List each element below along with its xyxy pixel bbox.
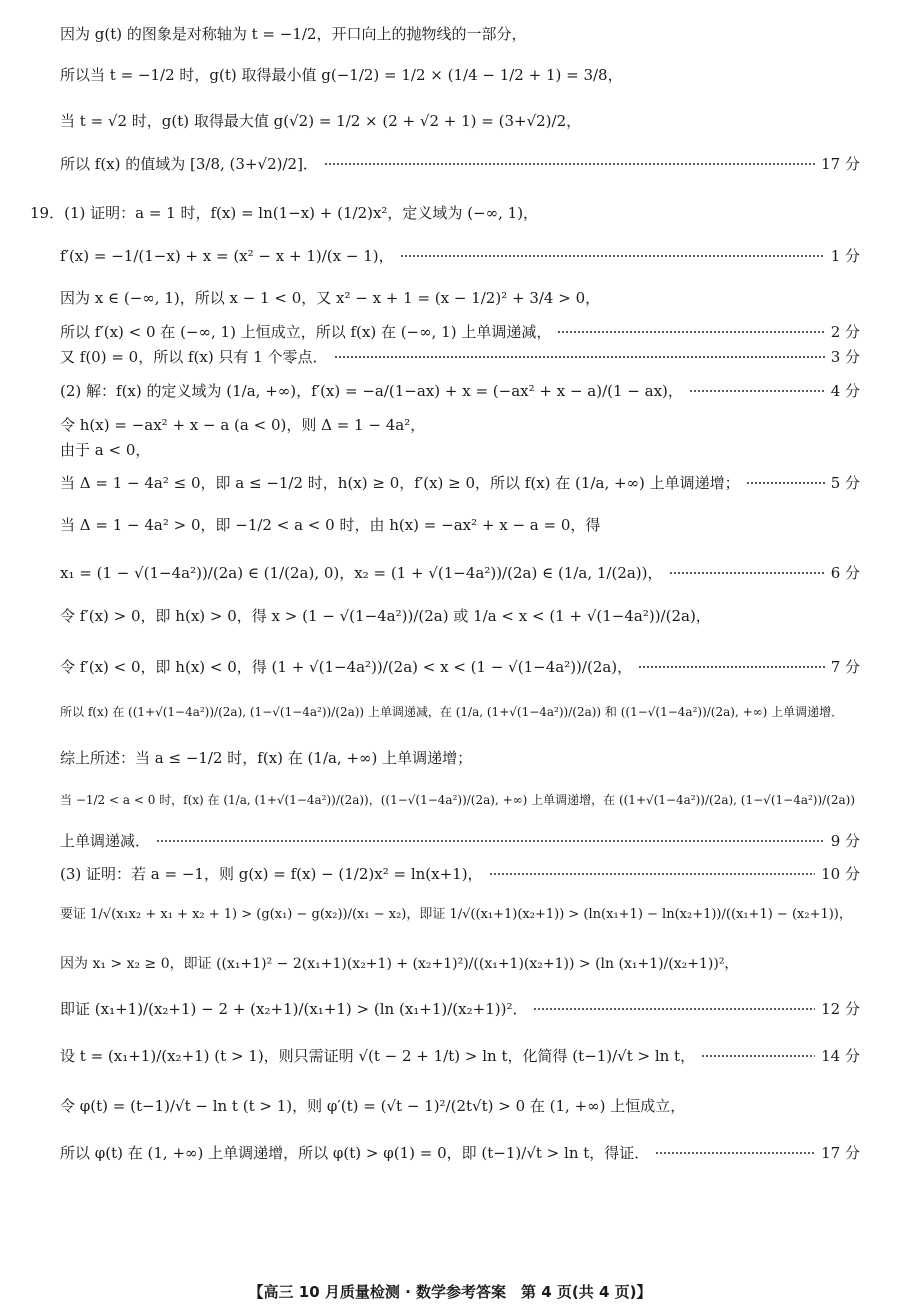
line-text: 又 f(0) = 0，所以 f(x) 只有 1 个零点． <box>60 348 328 366</box>
solution-line <box>60 414 860 435</box>
score-mark: 6 分 <box>830 564 860 582</box>
line-text: 19．(1) 证明：a = 1 时，f(x) = ln(1−x) + (1/2)x²，定义域为 (−∞, 1)， <box>30 204 539 222</box>
dotted-leader <box>638 666 825 668</box>
line-text: 令 φ(t) = (t−1)/√t − ln t (t > 1)，则 φ′(t) = (√t − 1)²/(2t√t) > 0 在 (1, +∞) 上恒成立， <box>60 1097 686 1115</box>
solution-line <box>30 202 860 223</box>
line-text: 当 Δ = 1 − 4a² ≤ 0，即 a ≤ −1/2 时，h(x) ≥ 0，f′(x) ≥ 0，所以 f(x) 在 (1/a, +∞) 上单调递增； <box>60 474 740 492</box>
line-text: 因为 g(t) 的图象是对称轴为 t = −1/2，开口向上的抛物线的一部分， <box>60 25 527 43</box>
line-text: 当 Δ = 1 − 4a² > 0，即 −1/2 < a < 0 时，由 h(x) = −ax² + x − a = 0，得 <box>60 516 601 534</box>
dotted-leader <box>701 1055 815 1057</box>
score-mark: 9 分 <box>830 832 860 850</box>
line-text: (2) 解：f(x) 的定义域为 (1/a, +∞)，f′(x) = −a/(1−ax) + x = (−ax² + x − a)/(1 − ax)， <box>60 382 683 400</box>
solution-line <box>60 1045 860 1066</box>
solution-line <box>60 605 860 626</box>
solution-line <box>60 346 860 367</box>
score-mark: 1 分 <box>830 247 860 265</box>
score-mark: 10 分 <box>821 865 860 883</box>
score-mark: 3 分 <box>830 348 860 366</box>
dotted-leader <box>669 572 825 574</box>
dotted-leader <box>400 255 825 257</box>
solution-line <box>60 287 860 308</box>
solution-line <box>60 747 860 768</box>
solution-line <box>60 1142 860 1163</box>
score-mark: 2 分 <box>830 323 860 341</box>
score-mark: 14 分 <box>821 1047 860 1065</box>
solution-line <box>60 64 860 85</box>
line-text: 所以 φ(t) 在 (1, +∞) 上单调递增，所以 φ(t) > φ(1) = 0，即 (t−1)/√t > ln t，得证． <box>60 1144 650 1162</box>
solution-line <box>60 830 860 851</box>
line-text: 所以当 t = −1/2 时，g(t) 取得最小值 g(−1/2) = 1/2 × (1/4 − 1/2 + 1) = 3/8， <box>60 66 623 84</box>
line-text: 要证 1/√(x₁x₂ + x₁ + x₂ + 1) > (g(x₁) − g(x₂))/(x₁ − x₂)，即证 1/√((x₁+1)(x₂+1)) > (ln(x₁+1) − ln(x₂+1))/((x₁+1) − (x₂+1))， <box>60 907 852 922</box>
line-text: 令 h(x) = −ax² + x − a (a < 0)，则 Δ = 1 − 4a²， <box>60 416 426 434</box>
dotted-leader <box>334 356 825 358</box>
solution-line <box>60 562 860 583</box>
line-text: 因为 x₁ > x₂ ≥ 0，即证 ((x₁+1)² − 2(x₁+1)(x₂+1) + (x₂+1)²)/((x₁+1)(x₂+1)) > (ln (x₁+1)/(x₂+1))²， <box>60 956 739 972</box>
solution-line <box>60 153 860 174</box>
solution-line <box>60 380 860 401</box>
dotted-leader <box>655 1152 815 1154</box>
solution-line <box>60 1095 860 1116</box>
dotted-leader <box>689 390 825 392</box>
line-text: 即证 (x₁+1)/(x₂+1) − 2 + (x₂+1)/(x₁+1) > (ln (x₁+1)/(x₂+1))²． <box>60 1000 528 1018</box>
line-text: 因为 x ∈ (−∞, 1)，所以 x − 1 < 0，又 x² − x + 1 = (x − 1/2)² + 3/4 > 0， <box>60 289 601 307</box>
solution-line <box>60 23 860 44</box>
dotted-leader <box>746 482 825 484</box>
solution-line <box>60 703 860 720</box>
dotted-leader <box>156 840 825 842</box>
line-text: f′(x) = −1/(1−x) + x = (x² − x + 1)/(x − 1)， <box>60 247 394 265</box>
line-text: 所以 f(x) 在 ((1+√(1−4a²))/(2a), (1−√(1−4a²))/(2a)) 上单调递减，在 (1/a, (1+√(1−4a²))/(2a)) 和 ((1−√(1−4a²))/(2a), +∞) 上单调递增． <box>60 705 844 719</box>
solution-line <box>60 439 860 460</box>
solution-line <box>60 472 860 493</box>
solution-line <box>60 245 860 266</box>
line-text: 当 −1/2 < a < 0 时，f(x) 在 (1/a, (1+√(1−4a²))/(2a))，((1−√(1−4a²))/(2a), +∞) 上单调递增，在 ((1+√(1−4a²))/(2a), (1−√(1−4a²))/(2a)) <box>60 793 856 807</box>
dotted-leader <box>533 1008 815 1010</box>
score-mark: 17 分 <box>821 155 860 173</box>
page-footer: 【高三 10 月质量检测 · 数学参考答案 第 4 页(共 4 页)】 <box>248 1283 652 1301</box>
solution-line <box>60 514 860 535</box>
score-mark: 7 分 <box>830 658 860 676</box>
score-mark: 5 分 <box>830 474 860 492</box>
score-mark: 12 分 <box>821 1000 860 1018</box>
line-text: 综上所述：当 a ≤ −1/2 时，f(x) 在 (1/a, +∞) 上单调递增； <box>60 749 473 767</box>
line-text: (3) 证明：若 a = −1，则 g(x) = f(x) − (1/2)x² = ln(x+1)， <box>60 865 483 883</box>
line-text: x₁ = (1 − √(1−4a²))/(2a) ∈ (1/(2a), 0)，x₂ = (1 + √(1−4a²))/(2a) ∈ (1/a, 1/(2a))， <box>60 564 663 582</box>
solution-line <box>60 998 860 1019</box>
solution-line <box>60 110 860 131</box>
line-text: 由于 a < 0， <box>60 441 151 459</box>
solution-line <box>60 903 860 922</box>
solution-line <box>60 656 860 677</box>
dotted-leader <box>489 873 816 875</box>
score-mark: 4 分 <box>830 382 860 400</box>
solution-line <box>60 953 860 973</box>
line-text: 当 t = √2 时，g(t) 取得最大值 g(√2) = 1/2 × (2 + √2 + 1) = (3+√2)/2， <box>60 112 582 130</box>
score-mark: 17 分 <box>821 1144 860 1162</box>
line-text: 上单调递减． <box>60 832 151 850</box>
solution-line <box>60 863 860 884</box>
line-text: 设 t = (x₁+1)/(x₂+1) (t > 1)，则只需证明 √(t − 2 + 1/t) > ln t，化简得 (t−1)/√t > ln t， <box>60 1047 696 1065</box>
solution-line <box>60 791 860 808</box>
line-text: 令 f′(x) < 0，即 h(x) < 0，得 (1 + √(1−4a²))/(2a) < x < (1 − √(1−4a²))/(2a)， <box>60 658 633 676</box>
line-text: 所以 f(x) 的值域为 [3/8, (3+√2)/2]． <box>60 155 318 173</box>
solution-line <box>60 321 860 342</box>
line-text: 令 f′(x) > 0，即 h(x) > 0，得 x > (1 − √(1−4a²))/(2a) 或 1/a < x < (1 + √(1−4a²))/(2a)， <box>60 607 711 625</box>
line-text: 所以 f′(x) < 0 在 (−∞, 1) 上恒成立，所以 f(x) 在 (−∞, 1) 上单调递减， <box>60 323 552 341</box>
dotted-leader <box>557 331 824 333</box>
dotted-leader <box>324 163 815 165</box>
